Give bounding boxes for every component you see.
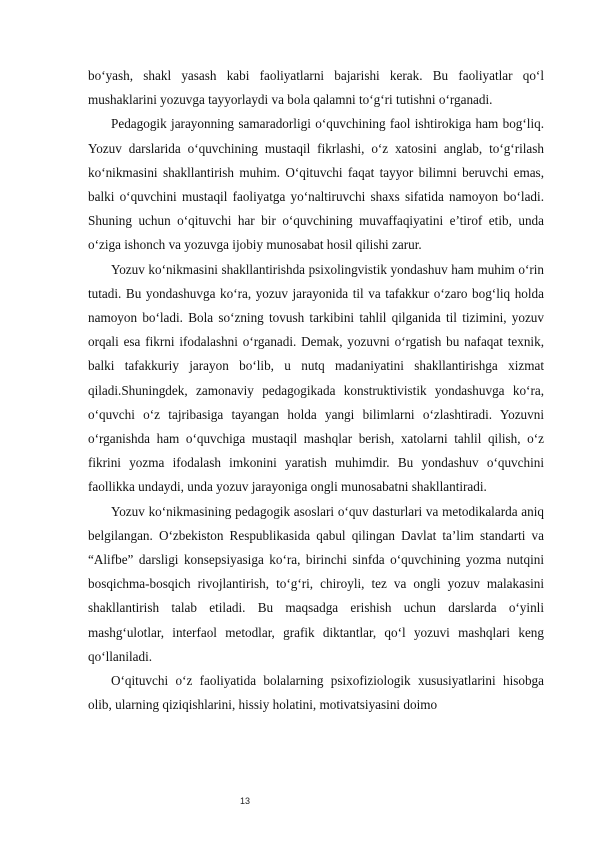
paragraph-continuation: bo‘yash, shakl yasash kabi faoliyatlarni bajarishi kerak. Bu faoliyatlar qo‘l mushaklarini yozuvga tayyorlaydi va bola qalamni to‘g‘ri tutishni o‘rganadi. <box>88 68 544 108</box>
paragraph-pedagogical-process: Pedagogik jarayonning samaradorligi o‘quvchining faol ishtirokiga ham bog‘liq. Yozuv darslarida o‘quvchining mustaqil fikrlashi, o‘z xatosini anglab, to‘g‘rilash ko‘nikmasini shakllantirish muhim. O‘qituvchi faqat tayyor bilimni beruvchi emas, balki o‘quvchini mustaqil faoliyatga yo‘naltiruvchi shaxs sifatida namoyon bo‘ladi. Shuning uchun o‘qituvchi har bir o‘quvchining muvaffaqiyatini e’tirof etib, unda o‘ziga ishonch va yozuvga ijobiy munosabat hosil qilishi zarur. <box>88 116 544 253</box>
paragraph-teacher-activity: O‘qituvchi o‘z faoliyatida bolalarning psixofiziologik xususiyatlarini hisobga olib, ularning qiziqishlarini, hissiy holatini, motivatsiyasini doimo <box>88 673 544 713</box>
page-number: 13 <box>239 796 250 806</box>
paragraph-curriculum-foundations: Yozuv ko‘nikmasining pedagogik asoslari o‘quv dasturlari va metodikalarda aniq belgilangan. O‘zbekiston Respublikasida qabul qilingan Davlat ta’lim standarti va “Alifbe” darsligi konsepsiyasiga ko‘ra, birinchi sinfda o‘quvchining yozma nutqini bosqichma-bosqich rivojlantirish, to‘g‘ri, chiroyli, tez va ongli yozuv malakasini shakllantirish talab etiladi. Bu maqsadga erishish uchun darslarda o‘yinli mashg‘ulotlar, interfaol metodlar, grafik diktantlar, qo‘l yozuvi mashqlari keng qo‘llaniladi. <box>88 503 544 664</box>
paragraph-psycholinguistic-approach: Yozuv ko‘nikmasini shakllantirishda psixolingvistik yondashuv ham muhim o‘rin tutadi. Bu yondashuvga ko‘ra, yozuv jarayonida til va tafakkur o‘zaro bog‘liq holda namoyon bo‘ladi. Bola so‘zning tovush tarkibini tahlil qilganida til tizimini, yozuv orqali esa fikrni ifodalashni o‘rganadi. Demak, yozuvni o‘rgatish bu nafaqat texnik, balki tafakkuriy jarayon bo‘lib, u nutq madaniyatini shakllantirishga xizmat qiladi.Shuningdek, zamonaviy pedagogikada konstruktivistik yondashuvga ko‘ra, o‘quvchi o‘z tajribasiga tayangan holda yangi bilimlarni o‘zlashtiradi. Yozuvni o‘rganishda ham o‘quvchiga mustaqil mashqlar berish, xatolarni tahlil qilish, o‘z fikrini yozma ifodalash imkonini yaratish muhimdir. Bu yondashuv o‘quvchini faollikka undaydi, unda yozuv jarayoniga ongli munosabatni shakllantiradi. <box>88 261 544 495</box>
document-body <box>88 64 544 717</box>
